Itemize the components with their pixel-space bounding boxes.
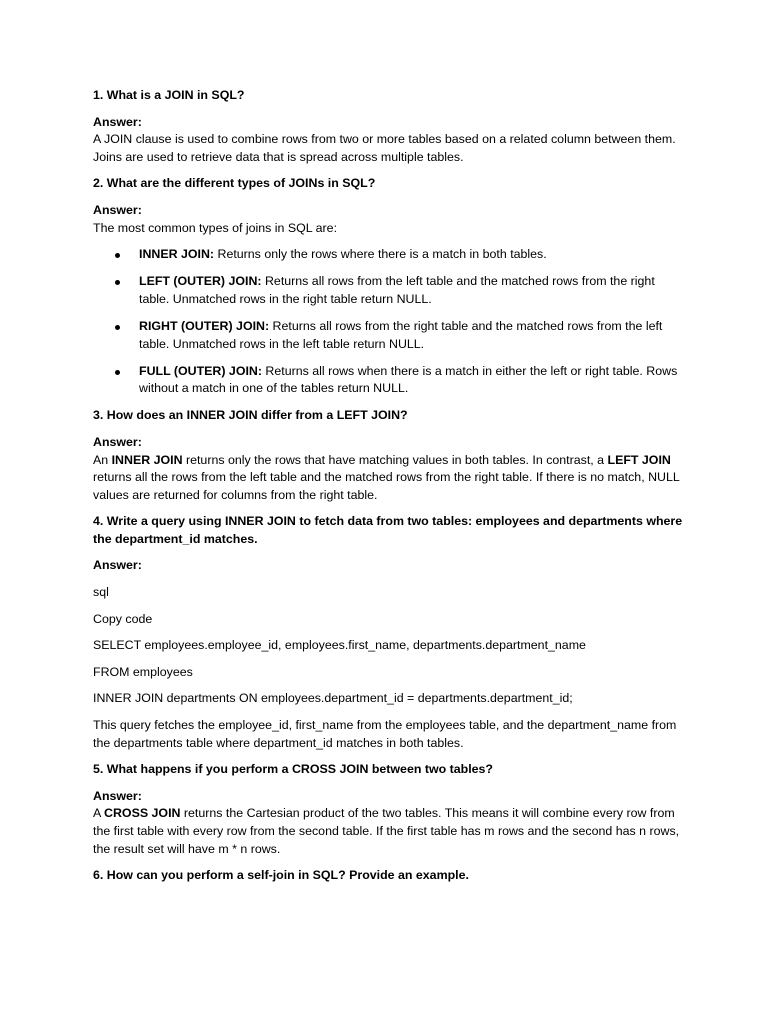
term-left-join: LEFT (OUTER) JOIN: (139, 274, 262, 289)
bullet-icon (115, 253, 120, 258)
question-3: 3. How does an INNER JOIN differ from a LEFT JOIN? (93, 408, 408, 423)
question-5: 5. What happens if you perform a CROSS JOIN between two tables? (93, 762, 494, 777)
answer-3-part-3: returns all the rows from the left table and the matched rows from the right table. If there is no match, NULL values are returned for columns from the right table. (93, 470, 680, 502)
answer-label-3: Answer: (93, 434, 142, 449)
list-item-right-join (93, 318, 683, 353)
question-4: 4. Write a query using INNER JOIN to fetch data from two tables: employees and departments where the department_id matches. (93, 514, 683, 546)
answer-3-text (93, 452, 683, 505)
answer-label-2: Answer: (93, 202, 142, 217)
answer-label-5: Answer: (93, 788, 142, 803)
answer-5-bold-cross-join: CROSS JOIN (104, 806, 181, 821)
bullet-icon (115, 370, 120, 375)
answer-5-part-2: returns the Cartesian product of the two tables. This means it will combine every row from the first table with every row from the second table. If the first table has m rows and the second has n rows, the result set will have m * n rows. (93, 806, 680, 856)
question-6: 6. How can you perform a self-join in SQL? Provide an example. (93, 868, 469, 883)
code-line-1: SELECT employees.employee_id, employees.first_name, departments.department_name (93, 638, 586, 653)
code-language-label: sql (93, 585, 109, 600)
answer-5-part-1: A (93, 806, 105, 821)
answer-label-1: Answer: (93, 114, 142, 129)
code-line-2: FROM employees (93, 664, 193, 679)
desc-right-join: Returns all rows from the right table and the matched rows from the left table. Unmatched rows in the left table return NULL. (139, 318, 663, 351)
answer-3-part-1: An (93, 452, 112, 467)
list-item-full-join (93, 363, 683, 398)
list-item-inner-join (93, 246, 683, 264)
term-right-join: RIGHT (OUTER) JOIN: (139, 318, 270, 333)
answer-5-text (93, 805, 683, 858)
term-inner-join: INNER JOIN: (139, 247, 215, 262)
join-types-list (93, 246, 683, 398)
bullet-icon (115, 280, 120, 285)
term-full-join: FULL (OUTER) JOIN: (139, 363, 262, 378)
answer-3-part-2: returns only the rows that have matching values in both tables. In contrast, a (182, 452, 608, 467)
desc-left-join: Returns all rows from the left table and the matched rows from the right table. Unmatched rows in the right table return NULL. (139, 274, 655, 306)
answer-2-intro: The most common types of joins in SQL are: (93, 220, 338, 235)
list-item-left-join (93, 273, 683, 308)
answer-3-bold-inner-join: INNER JOIN (111, 452, 183, 467)
document-page (93, 87, 683, 894)
code-line-3: INNER JOIN departments ON employees.department_id = departments.department_id; (93, 691, 573, 706)
copy-code-button[interactable]: Copy code (93, 611, 153, 626)
answer-label-4: Answer: (93, 558, 142, 573)
question-1: 1. What is a JOIN in SQL? (93, 88, 245, 102)
bullet-icon (115, 325, 120, 330)
answer-4-explanation: This query fetches the employee_id, first_name from the employees table, and the department_name from the departments table where department_id matches in both tables. (93, 718, 677, 750)
desc-full-join: Returns all rows when there is a match in either the left or right table. Rows without a match in one of the tables return NULL. (139, 363, 678, 396)
desc-inner-join: Returns only the rows where there is a match in both tables. (214, 247, 547, 262)
question-2: 2. What are the different types of JOINs in SQL? (93, 176, 376, 191)
answer-1-text: A JOIN clause is used to combine rows from two or more tables based on a related column between them. Joins are used to retrieve data that is spread across multiple tables. (93, 132, 676, 164)
answer-3-bold-left-join: LEFT JOIN (607, 452, 671, 467)
